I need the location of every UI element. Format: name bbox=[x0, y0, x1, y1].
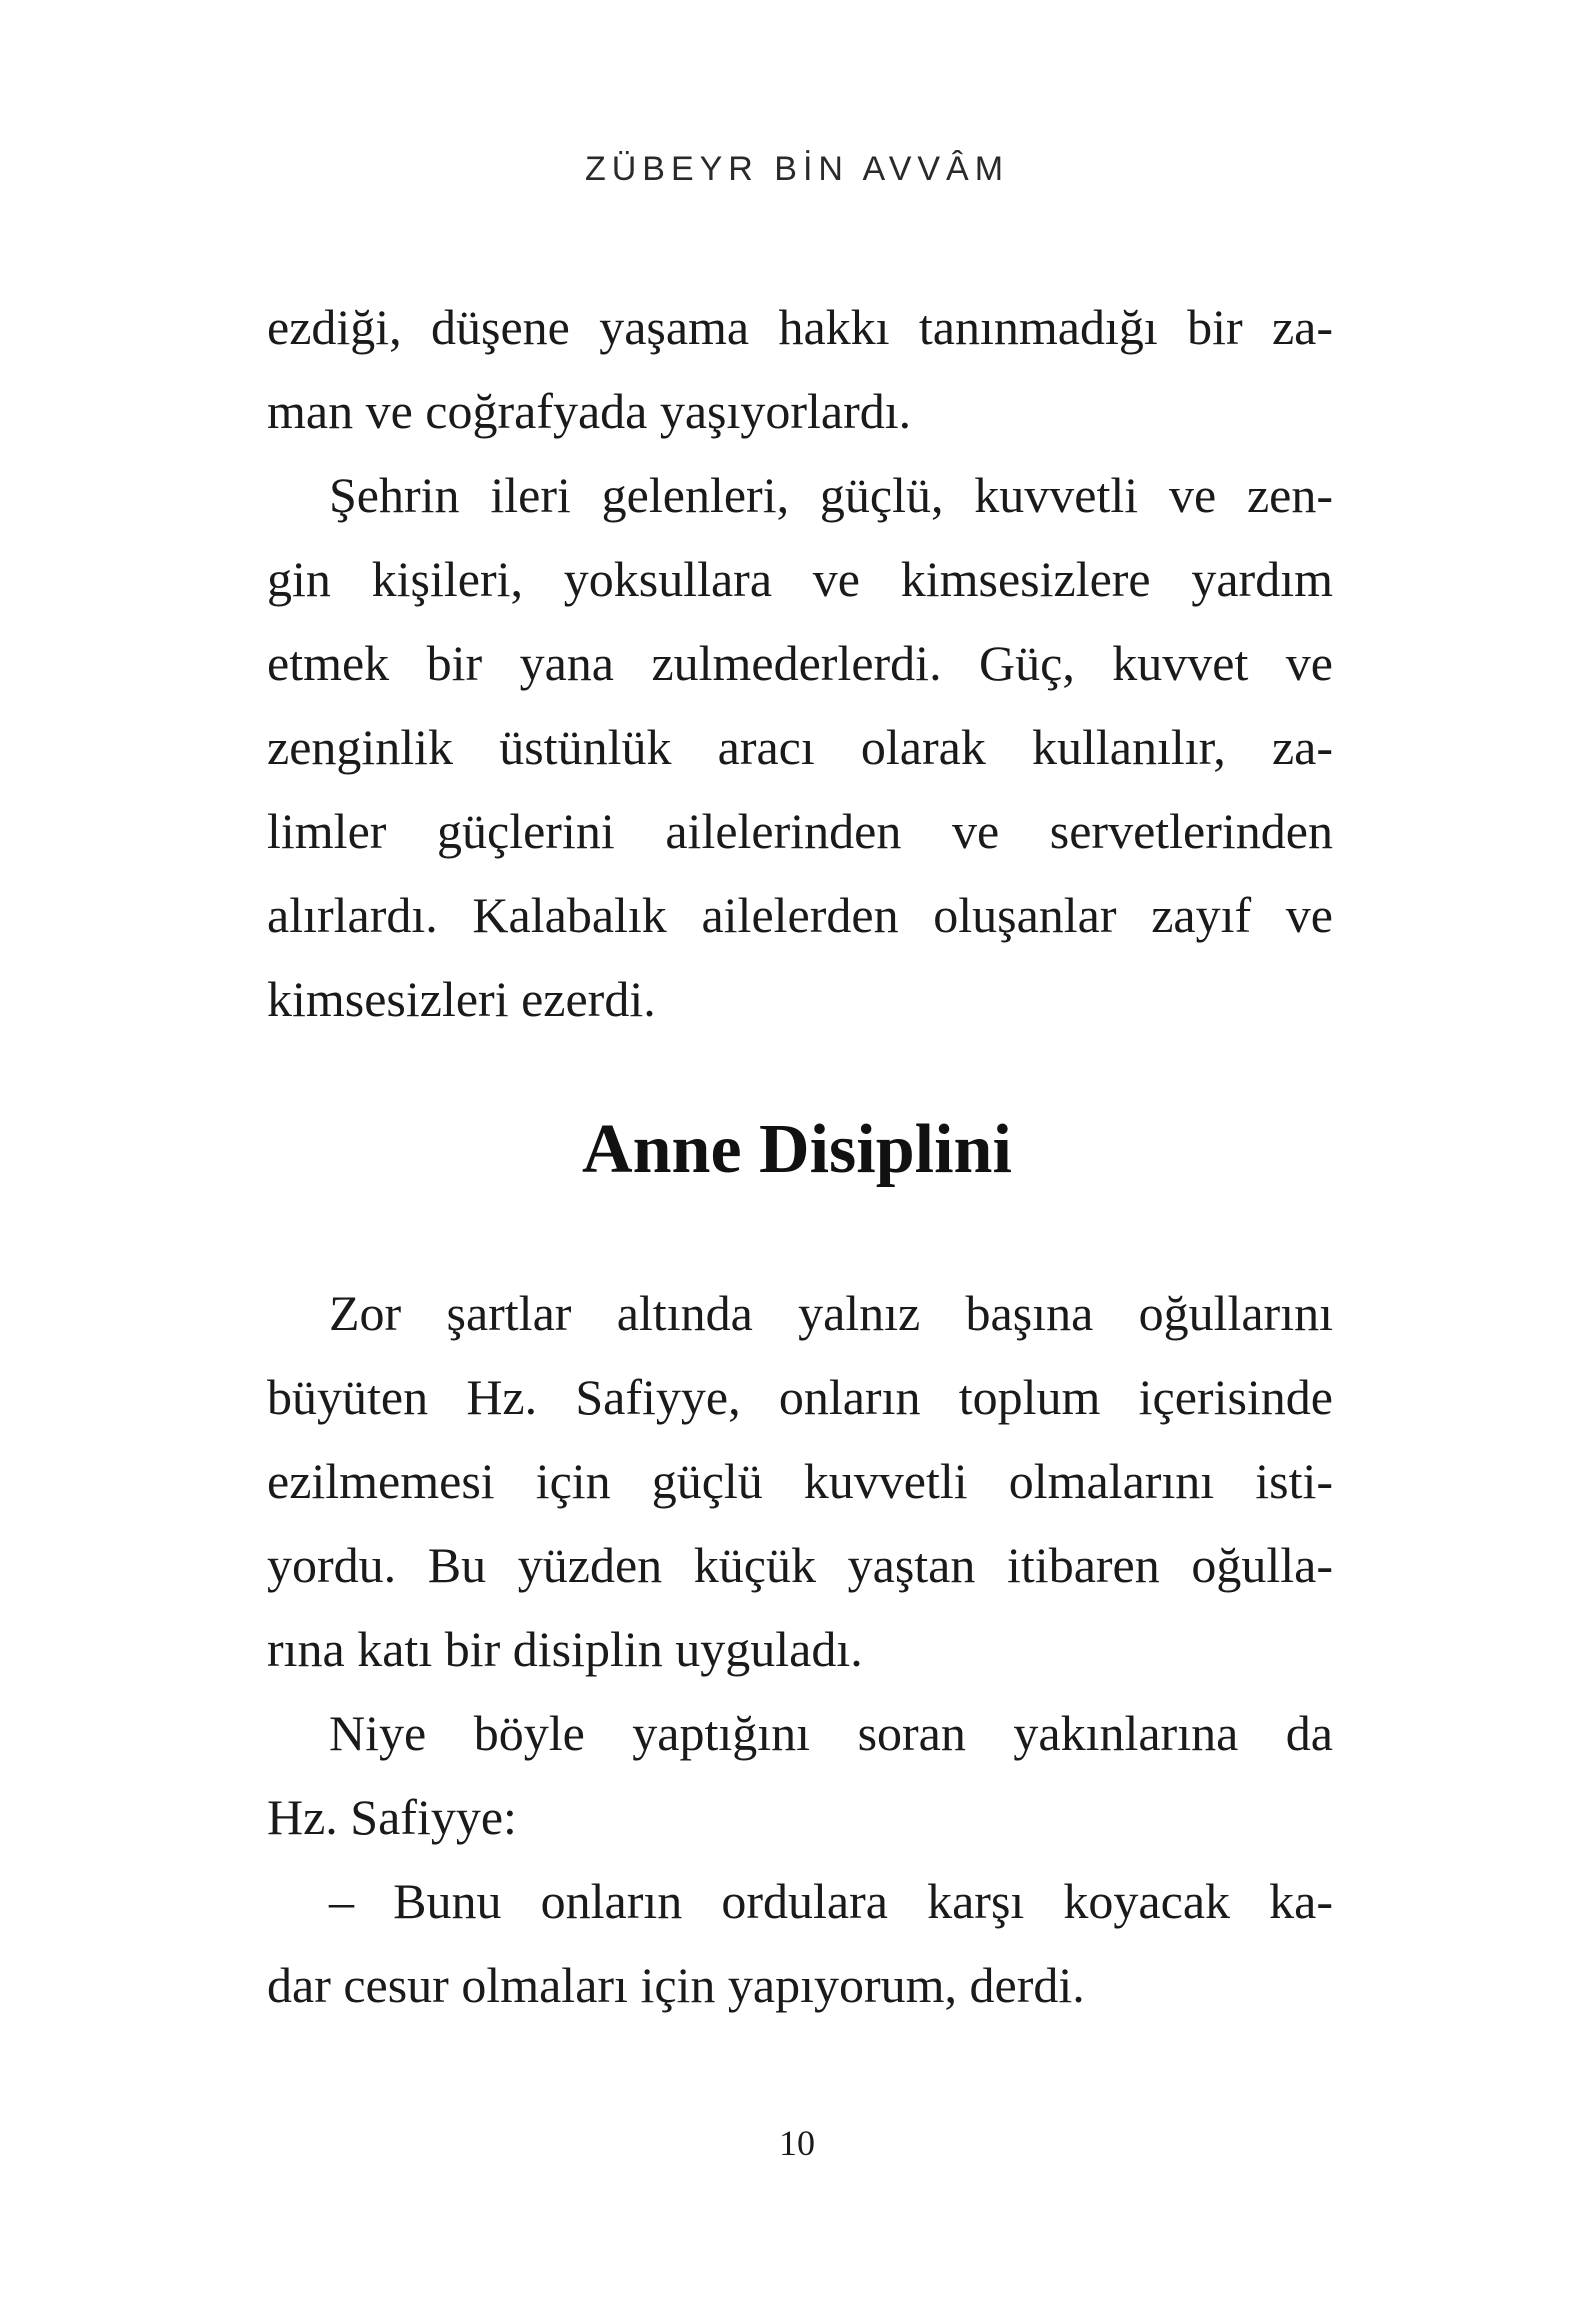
text-line: dar cesur olmaları için yapıyorum, derdi. bbox=[267, 1957, 1085, 2013]
text-line: limler güçlerini ailelerinden ve servetlerinden bbox=[267, 803, 1333, 859]
text-line: gin kişileri, yoksullara ve kimsesizlere yardım bbox=[267, 551, 1333, 607]
paragraph bbox=[267, 285, 1333, 453]
text-line: ezilmemesi için güçlü kuvvetli olmalarını isti- bbox=[267, 1453, 1333, 1509]
page-number: 10 bbox=[779, 2123, 815, 2163]
paragraph bbox=[267, 453, 1333, 1041]
paragraph bbox=[267, 1271, 1333, 1691]
text-line: Şehrin ileri gelenleri, güçlü, kuvvetli ve zen- bbox=[329, 467, 1333, 523]
text-line: man ve coğrafyada yaşıyorlardı. bbox=[267, 383, 912, 439]
text-line: Niye böyle yaptığını soran yakınlarına da bbox=[329, 1705, 1333, 1761]
text-line: yordu. Bu yüzden küçük yaştan itibaren oğulla- bbox=[267, 1537, 1333, 1593]
text-line: alırlardı. Kalabalık ailelerden oluşanlar zayıf ve bbox=[267, 887, 1333, 943]
text-line: rına katı bir disiplin uyguladı. bbox=[267, 1621, 863, 1677]
text-line: Hz. Safiyye: bbox=[267, 1789, 517, 1845]
dialogue-paragraph bbox=[267, 1859, 1333, 2027]
section-heading: Anne Disiplini bbox=[582, 1111, 1012, 1188]
running-header: ZÜBEYR BİN AVVÂM bbox=[584, 150, 1010, 188]
text-line: etmek bir yana zulmederlerdi. Güç, kuvvet ve bbox=[267, 635, 1333, 691]
text-line: zenginlik üstünlük aracı olarak kullanılır, za- bbox=[267, 719, 1333, 775]
paragraph bbox=[267, 1691, 1333, 1859]
text-line: – Bunu onların ordulara karşı koyacak ka- bbox=[329, 1873, 1333, 1929]
text-line: kimsesizleri ezerdi. bbox=[267, 971, 656, 1027]
text-line: ezdiği, düşene yaşama hakkı tanınmadığı bir za- bbox=[267, 299, 1333, 355]
text-line: büyüten Hz. Safiyye, onların toplum içerisinde bbox=[267, 1369, 1333, 1425]
text-line: Zor şartlar altında yalnız başına oğullarını bbox=[329, 1285, 1333, 1341]
